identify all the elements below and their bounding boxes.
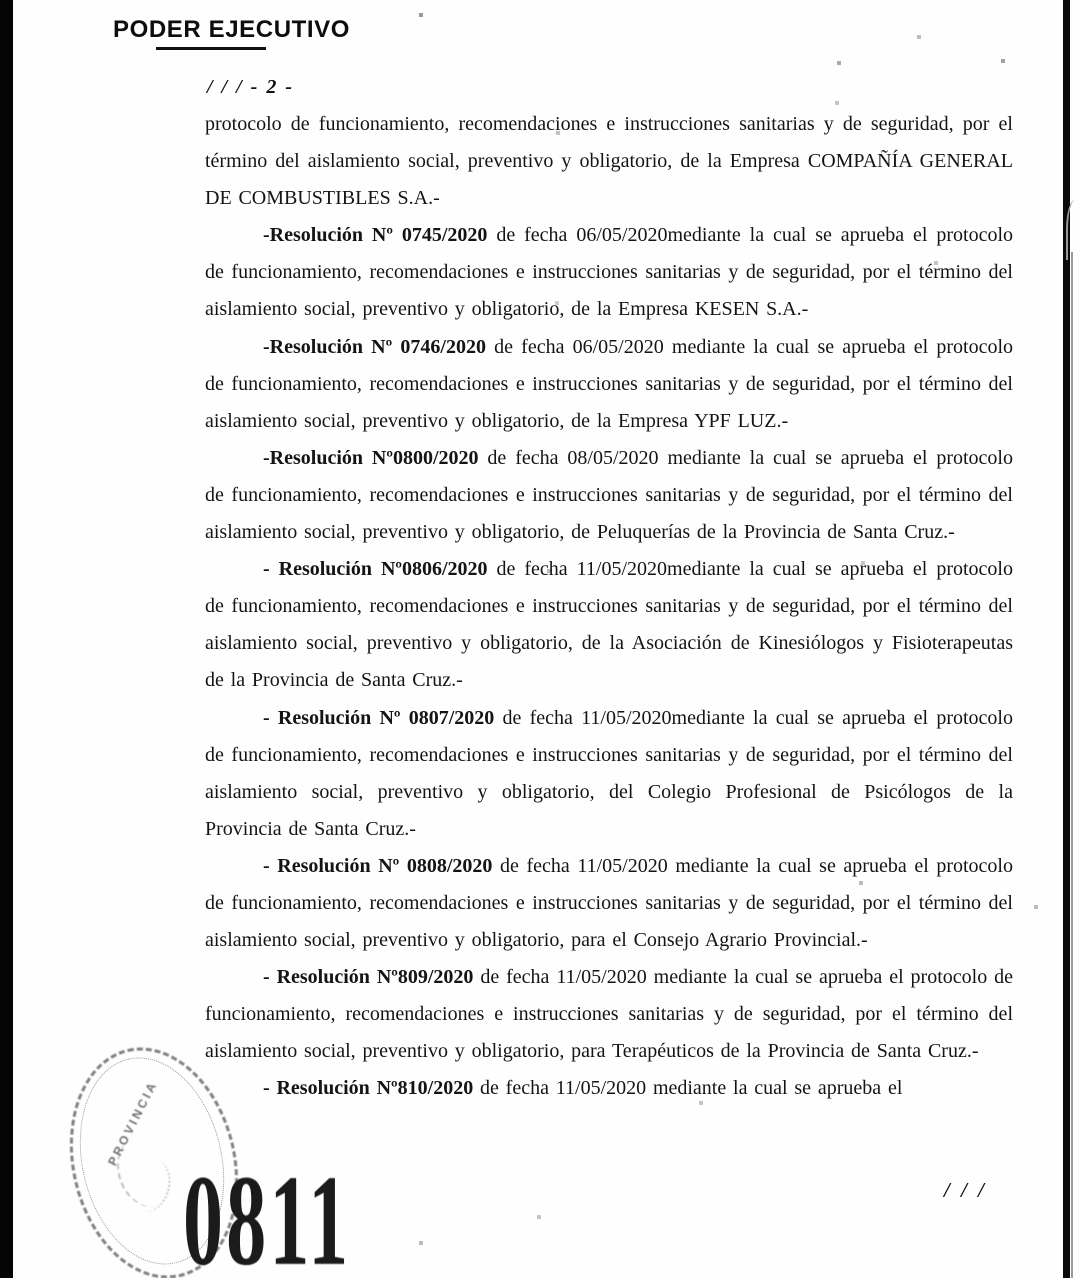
resolution-paragraph <box>205 217 1013 328</box>
resolution-number-bold: - Resolución Nº 0808/2020 <box>263 854 493 877</box>
letterhead-title: PODER EJECUTIVO <box>113 16 351 43</box>
resolution-text: de fecha 11/05/2020 mediante la cual se aprueba el protocolo de funcionamiento, recomendaciones e instrucciones sanitarias y de seguridad, por el término del aislamiento social, preventivo y obligatorio, para el Consejo Agrario Provincial.- <box>205 854 1013 952</box>
document-body <box>205 106 1013 1108</box>
resolution-paragraph <box>205 959 1013 1070</box>
resolution-paragraph <box>205 700 1013 848</box>
footer-continuation-mark: / / / <box>944 1178 988 1202</box>
resolution-text: de fecha 11/05/2020 mediante la cual se aprueba el protocolo de funcionamiento, recomendaciones e instrucciones sanitarias y de seguridad, por el término del aislamiento social, preventivo y obligatorio, para Terapéuticos de la Provincia de Santa Cruz.- <box>205 966 1014 1063</box>
resolution-text: de fecha 06/05/2020mediante la cual se aprueba el protocolo de funcionamiento, recomendaciones e instrucciones sanitarias y de seguridad, por el término del aislamiento social, preventivo y obligatorio, de la Empresa KESEN S.A.- <box>205 224 1014 321</box>
resolution-text: de fecha 11/05/2020 mediante la cual se aprueba el <box>473 1077 903 1100</box>
scan-edge-right-shadow <box>1071 252 1073 1278</box>
page-continuation-marker: / / / - 2 - <box>207 76 294 98</box>
resolution-paragraph <box>205 848 1013 959</box>
resolution-text: de fecha 06/05/2020 mediante la cual se aprueba el protocolo de funcionamiento, recomendaciones e instrucciones sanitarias y de seguridad, por el término del aislamiento social, preventivo y obligatorio, de la Empresa YPF LUZ.- <box>205 335 1013 432</box>
resolution-paragraph <box>205 106 1013 217</box>
stamp-folio-number: 0811 <box>183 1148 352 1278</box>
resolution-number-bold: -Resolución Nº 0745/2020 <box>263 224 488 247</box>
scan-page-curl-mark <box>1066 200 1080 260</box>
resolution-text: de fecha 11/05/2020mediante la cual se aprueba el protocolo de funcionamiento, recomendaciones e instrucciones sanitarias y de seguridad, por el término del aislamiento social, preventivo y obligatorio, del Colegio Profesional de Psicólogos de la Provincia de Santa Cruz.- <box>205 706 1013 840</box>
scan-edge-right <box>1063 0 1070 1278</box>
resolution-paragraph <box>205 329 1013 440</box>
resolution-text: de fecha 11/05/2020mediante la cual se aprueba el protocolo de funcionamiento, recomendaciones e instrucciones sanitarias y de seguridad, por el término del aislamiento social, preventivo y obligatorio, de la Asociación de Kinesiólogos y Fisioterapeutas de la Provincia de Santa Cruz.- <box>205 558 1013 692</box>
letterhead-underline <box>156 47 266 50</box>
resolution-paragraph <box>205 1070 1013 1107</box>
resolution-paragraph <box>205 551 1013 699</box>
scan-edge-left <box>0 0 13 1278</box>
resolution-number-bold: - Resolución Nº0806/2020 <box>263 558 488 581</box>
resolution-number-bold: - Resolución Nº810/2020 <box>263 1077 474 1100</box>
resolution-number-bold: -Resolución Nº0800/2020 <box>263 446 479 469</box>
scan-noise <box>0 0 2 2</box>
resolution-paragraph <box>205 440 1013 551</box>
stamp-seal-text: PROVINCIA <box>105 1078 161 1168</box>
resolution-text: protocolo de funcionamiento, recomendaciones e instrucciones sanitarias y de seguridad, por el término del aislamiento social, preventivo y obligatorio, de la Empresa COMPAÑÍA GENERAL DE COMBUSTIBLES S.A.- <box>205 113 1013 210</box>
resolution-number-bold: - Resolución Nº809/2020 <box>263 966 474 989</box>
resolution-number-bold: - Resolución Nº 0807/2020 <box>263 706 495 729</box>
resolution-text: de fecha 08/05/2020 mediante la cual se aprueba el protocolo de funcionamiento, recomendaciones e instrucciones sanitarias y de seguridad, por el término del aislamiento social, preventivo y obligatorio, de Peluquerías de la Provincia de Santa Cruz.- <box>205 446 1013 544</box>
resolution-number-bold: -Resolución Nº 0746/2020 <box>263 335 486 358</box>
